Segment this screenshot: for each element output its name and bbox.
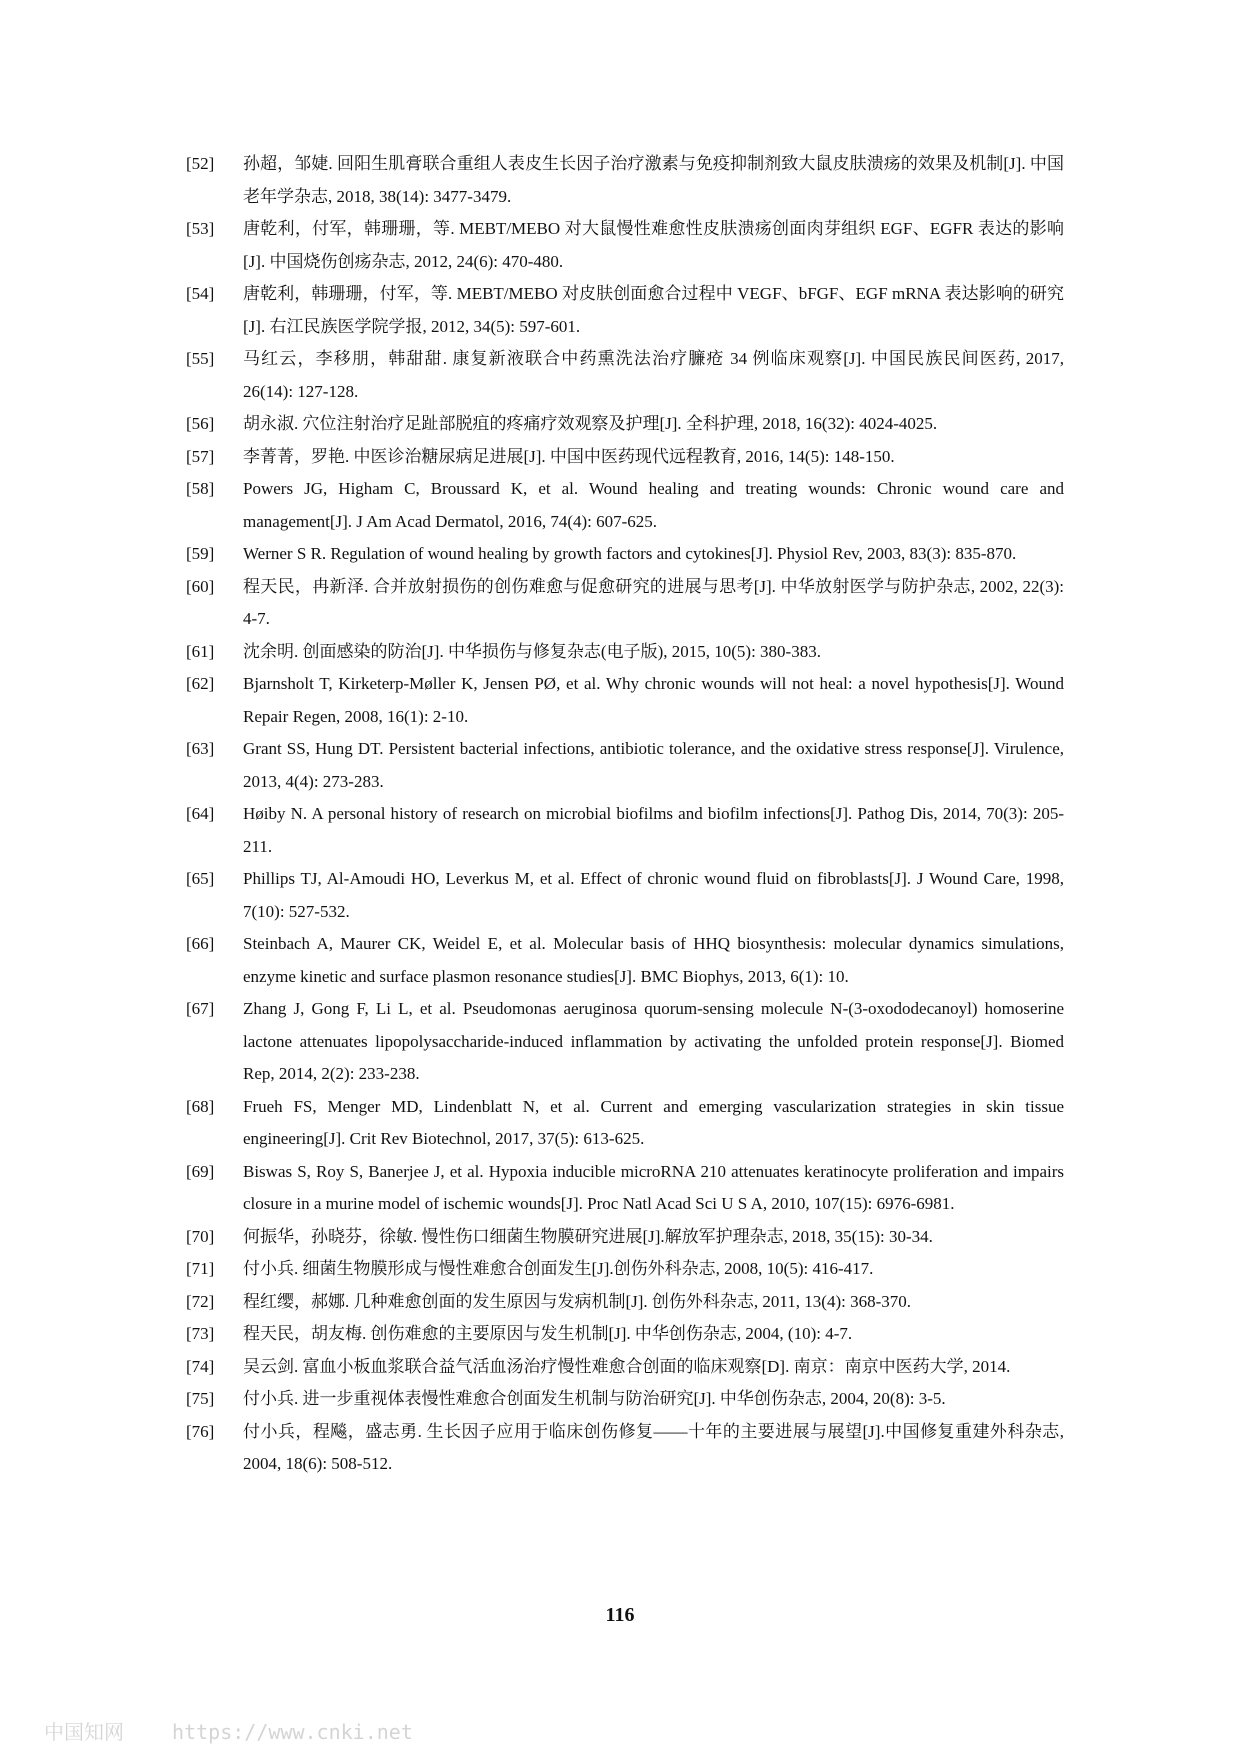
reference-text: 程红缨，郝娜. 几种难愈创面的发生原因与发病机制[J]. 创伤外科杂志, 2011, 13(4): 368-370. — [243, 1291, 912, 1311]
reference-number: [68] — [186, 1096, 215, 1116]
reference-number: [63] — [186, 739, 215, 758]
reference-item — [186, 668, 1064, 733]
reference-text: Frueh FS, Menger MD, Lindenblatt N, et al. Current and emerging vascularization strategies in skin tissue engineering[J]. Crit Rev Biotechnol, 2017, 37(5): 613-625. — [243, 1096, 1064, 1148]
reference-text: Bjarnsholt T, Kirketerp-Møller K, Jensen PØ, et al. Why chronic wounds will not heal: a novel hypothesis[J]. Wound Repair Regen, 2008, 16(1): 2-10. — [243, 674, 1064, 726]
reference-number: [62] — [186, 674, 215, 693]
reference-list — [186, 148, 1064, 1481]
reference-text: 程天民，胡友梅. 创伤难愈的主要原因与发生机制[J]. 中华创伤杂志, 2004, (10): 4-7. — [243, 1324, 853, 1343]
reference-number: [60] — [186, 576, 215, 596]
reference-number: [65] — [186, 869, 215, 888]
reference-text: 孙超，邹婕. 回阳生肌膏联合重组人表皮生长因子治疗激素与免疫抑制剂致大鼠皮肤溃疡的效果及机制[J]. 中国老年学杂志, 2018, 38(14): 3477-3479. — [243, 154, 1064, 206]
reference-number: [72] — [186, 1291, 215, 1311]
reference-number: [70] — [186, 1226, 215, 1246]
reference-number: [64] — [186, 804, 215, 823]
reference-text: Werner S R. Regulation of wound healing by growth factors and cytokines[J]. Physiol Rev, 2003, 83(3): 835-870. — [243, 544, 1017, 563]
reference-number: [69] — [186, 1161, 215, 1181]
reference-text: Biswas S, Roy S, Banerjee J, et al. Hypoxia inducible microRNA 210 attenuates keratinocyte proliferation and impairs closure in a murine model of ischemic wounds[J]. Proc Natl Acad Sci U S A, 2010, 107(15): 6976-6981. — [243, 1161, 1064, 1213]
reference-item — [186, 1221, 1064, 1254]
reference-item — [186, 798, 1064, 863]
watermark-url: https://www.cnki.net — [172, 1720, 413, 1744]
reference-item — [186, 571, 1064, 636]
reference-text: Høiby N. A personal history of research on microbial biofilms and biofilm infections[J]. Pathog Dis, 2014, 70(3): 205-211. — [243, 804, 1064, 856]
reference-item — [186, 148, 1064, 213]
reference-item — [186, 1416, 1064, 1481]
reference-item — [186, 441, 1064, 474]
reference-item — [186, 278, 1064, 343]
reference-number: [52] — [186, 154, 215, 173]
reference-text: 唐乾利，付军，韩珊珊，等. MEBT/MEBO 对大鼠慢性难愈性皮肤溃疡创面肉芽组织 EGF、EGFR 表达的影响[J]. 中国烧伤创疡杂志, 2012, 24(6): 470-480. — [243, 219, 1064, 271]
reference-item — [186, 343, 1064, 408]
reference-number: [56] — [186, 414, 215, 433]
reference-text: Grant SS, Hung DT. Persistent bacterial infections, antibiotic tolerance, and the oxidative stress response[J]. Virulence, 2013, 4(4): 273-283. — [243, 739, 1064, 791]
reference-text: 付小兵. 进一步重视体表慢性难愈合创面发生机制与防治研究[J]. 中华创伤杂志, 2004, 20(8): 3-5. — [243, 1389, 946, 1408]
page-number: 116 — [605, 1604, 635, 1626]
reference-item — [186, 1318, 1064, 1351]
reference-number: [57] — [186, 446, 215, 466]
reference-number: [67] — [186, 999, 215, 1018]
reference-text: 李菁菁，罗艳. 中医诊治糖尿病足进展[J]. 中国中医药现代远程教育, 2016, 14(5): 148-150. — [243, 446, 895, 466]
reference-item — [186, 408, 1064, 441]
reference-item — [186, 1156, 1064, 1221]
reference-text: 吴云剑. 富血小板血浆联合益气活血汤治疗慢性难愈合创面的临床观察[D]. 南京：南京中医药大学, 2014. — [243, 1356, 1011, 1376]
reference-text: 付小兵，程飚，盛志勇. 生长因子应用于临床创伤修复——十年的主要进展与展望[J].中国修复重建外科杂志, 2004, 18(6): 508-512. — [243, 1421, 1064, 1473]
reference-text: 胡永淑. 穴位注射治疗足趾部脱疽的疼痛疗效观察及护理[J]. 全科护理, 2018, 16(32): 4024-4025. — [243, 414, 938, 433]
reference-item — [186, 538, 1064, 571]
watermark-brand: 中国知网 — [44, 1720, 124, 1744]
reference-item — [186, 1383, 1064, 1416]
reference-item — [186, 1091, 1064, 1156]
reference-number: [53] — [186, 219, 215, 238]
reference-number: [58] — [186, 479, 215, 498]
reference-text: 程天民，冉新泽. 合并放射损伤的创伤难愈与促愈研究的进展与思考[J]. 中华放射医学与防护杂志, 2002, 22(3): 4-7. — [243, 576, 1064, 628]
reference-item — [186, 473, 1064, 538]
reference-number: [75] — [186, 1389, 215, 1408]
reference-number: [61] — [186, 641, 215, 661]
reference-text: Phillips TJ, Al-Amoudi HO, Leverkus M, et al. Effect of chronic wound fluid on fibroblasts[J]. J Wound Care, 1998, 7(10): 527-532. — [243, 869, 1064, 921]
reference-item — [186, 928, 1064, 993]
reference-text: 马红云，李移朋，韩甜甜. 康复新液联合中药熏洗法治疗臁疮 34 例临床观察[J]. 中国民族民间医药, 2017, 26(14): 127-128. — [243, 349, 1064, 401]
reference-item — [186, 863, 1064, 928]
reference-item — [186, 1253, 1064, 1286]
reference-text: 付小兵. 细菌生物膜形成与慢性难愈合创面发生[J].创伤外科杂志, 2008, 10(5): 416-417. — [243, 1259, 874, 1278]
reference-text: 唐乾利，韩珊珊，付军，等. MEBT/MEBO 对皮肤创面愈合过程中 VEGF、bFGF、EGF mRNA 表达影响的研究[J]. 右江民族医学院学报, 2012, 34(5): 597-601. — [243, 284, 1064, 336]
reference-item — [186, 993, 1064, 1091]
reference-text: Steinbach A, Maurer CK, Weidel E, et al. Molecular basis of HHQ biosynthesis: molecular dynamics simulations, enzyme kinetic and surface plasmon resonance studies[J]. BMC Biophys, 2013, 6(1): 10. — [243, 934, 1064, 986]
reference-item — [186, 213, 1064, 278]
reference-number: [74] — [186, 1356, 215, 1376]
reference-item — [186, 1286, 1064, 1319]
reference-number: [73] — [186, 1324, 215, 1343]
reference-text: 沈余明. 创面感染的防治[J]. 中华损伤与修复杂志(电子版), 2015, 10(5): 380-383. — [243, 641, 821, 661]
reference-number: [59] — [186, 544, 215, 563]
reference-item — [186, 1351, 1064, 1384]
cnki-watermark — [44, 1716, 413, 1745]
reference-number: [71] — [186, 1259, 215, 1278]
reference-number: [54] — [186, 284, 215, 303]
reference-text: Powers JG, Higham C, Broussard K, et al. Wound healing and treating wounds: Chronic wound care and management[J]. J Am Acad Dermatol, 2016, 74(4): 607-625. — [243, 479, 1064, 531]
reference-item — [186, 733, 1064, 798]
reference-number: [76] — [186, 1421, 215, 1441]
reference-number: [66] — [186, 934, 215, 953]
reference-number: [55] — [186, 349, 215, 368]
reference-text: 何振华，孙晓芬，徐敏. 慢性伤口细菌生物膜研究进展[J].解放军护理杂志, 2018, 35(15): 30-34. — [243, 1226, 933, 1246]
reference-text: Zhang J, Gong F, Li L, et al. Pseudomonas aeruginosa quorum-sensing molecule N-(3-oxododecanoyl) homoserine lactone attenuates lipopolysaccharide-induced inflammation by activating the unfolded protein response[J]. Biomed Rep, 2014, 2(2): 233-238. — [243, 999, 1064, 1083]
reference-item — [186, 636, 1064, 669]
